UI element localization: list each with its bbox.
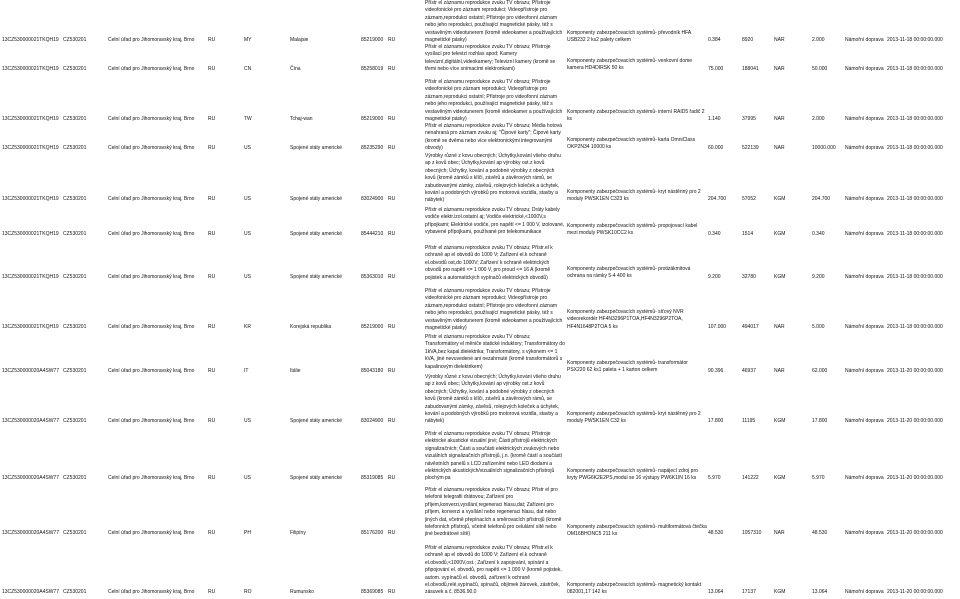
hs-code: 85258019	[361, 66, 384, 72]
country-dispatch: RU	[208, 66, 216, 72]
declaration-id: 13CZ530000021TKQH19	[2, 196, 59, 202]
unit: NAR	[774, 145, 785, 151]
goods-detail: Komponenty zabezpečovacích systémů- kryt nástěnný pro 2 moduly PWSK1EN C32 ks	[567, 411, 701, 425]
transport-mode: Námořní doprava	[845, 116, 884, 122]
goods-description: Přístr el záznamu reprodukce zvuku TV obrazu; Přístroje videofonické pro záznam reprodukci; Videopřístroje pro záznam,reprodukci ostatní; Přístroje pro videofonní záznam nebo jeho reprodukci, používající magnetické pásky, též s vestavěným videotunerem (kromě videokamer a používajících magnetické pásky)	[425, 79, 563, 123]
country-origin-code: US	[244, 418, 251, 424]
country-dispatch: RU	[208, 324, 216, 330]
country-dispatch: RU	[208, 274, 216, 280]
table-row	[0, 153, 960, 205]
table-row	[0, 288, 960, 334]
declaration-date: 2013-11-20 00:00:00.000	[887, 589, 943, 595]
country-destination: RU	[388, 145, 396, 151]
net-mass: 107.000	[708, 324, 727, 330]
declaration-date: 2013-11-18 00:00:00.000	[887, 274, 943, 280]
customs-office: Celní úřad pro Jihomoravský kraj, Brno	[108, 418, 195, 424]
office-code: CZ530201	[63, 368, 87, 374]
declaration-date: 2013-11-18 00:00:00.000	[887, 66, 943, 72]
country-origin-code: KR	[244, 324, 251, 330]
quantity: 5.970	[812, 475, 825, 481]
transport-mode: Námořní doprava	[845, 368, 884, 374]
declaration-id: 13CZ530000021TKQH19	[2, 66, 59, 72]
quantity: 50.000	[812, 66, 828, 72]
hs-code: 85369085	[361, 589, 384, 595]
statistical-value: 141222	[742, 475, 759, 481]
declaration-date: 2013-11-20 00:00:00.000	[887, 530, 943, 536]
country-origin-name: Korejská republika	[290, 324, 332, 330]
country-destination: RU	[388, 37, 396, 43]
declaration-id: 13CZ530000021TKQH19	[2, 274, 59, 280]
goods-detail: Komponenty zabezpečovacích systémů- kryt nástěnný pro 2 moduly PWSK1EN C323 ks	[567, 189, 701, 203]
unit: KGM	[774, 418, 786, 424]
table-row	[0, 334, 960, 374]
declaration-id: 13CZ530000021TKQH19	[2, 37, 59, 43]
statistical-value: 17137	[742, 589, 756, 595]
country-origin-name: Spojené státy americké	[290, 418, 342, 424]
country-origin-name: Spojené státy americké	[290, 231, 342, 237]
office-code: CZ530201	[63, 231, 87, 237]
country-origin-name: Spojené státy americké	[290, 145, 342, 151]
table-row	[0, 123, 960, 153]
country-origin-code: IT	[244, 368, 249, 374]
country-origin-code: TW	[244, 116, 252, 122]
goods-detail: Komponenty zabezpečovacích systémů- převodník HFA USB232 2 ks2 palety celkem	[567, 30, 691, 44]
country-destination: RU	[388, 418, 396, 424]
statistical-value: 522139	[742, 145, 759, 151]
country-destination: RU	[388, 530, 396, 536]
country-destination: RU	[388, 274, 396, 280]
country-origin-name: Rumunsko	[290, 589, 314, 595]
transport-mode: Námořní doprava	[845, 530, 884, 536]
quantity: 10000.000	[812, 145, 836, 151]
quantity: 2.000	[812, 116, 825, 122]
transport-mode: Námořní doprava	[845, 324, 884, 330]
statistical-value: 37995	[742, 116, 756, 122]
customs-office: Celní úřad pro Jihomoravský kraj, Brno	[108, 368, 195, 374]
goods-description: Přístr el záznamu reprodukce zvuku TV obrazu; Přístroje elektrické akustické vizuální jiné; Části přístrojů elektrických signalizačních; Části a součásti elektrických zvukových nebo vizuálních signalizačních přístrojů, j.n. (kromě částí a součástí návěstních panelů s LCD zařízeními nebo LED diodami a elektrických akustických/vizuálních signalizačních přístrojů plochým pa	[425, 431, 563, 482]
transport-mode: Námořní doprava	[845, 145, 884, 151]
declaration-date: 2013-11-18 00:00:00.000	[887, 145, 943, 151]
declaration-id: 13CZ530000020A4SW77	[2, 530, 59, 536]
office-code: CZ530201	[63, 66, 87, 72]
goods-description: Výrobky různé z kovu obecných; Úchytky,kování všeho druhu ap z kovů obec; Úchytky,kování ap výrobky ost.z kovů obecných; Úchytky, kování a podobné výrobky z obecných kovů (kromě zámků s klíči, závěrů a závěrových rámů, se zabudovanými zámky, závěsů, rolejových koleček a úchytek, kování a podobných výrobků pro motorová vozidla, stavby a nábytek)	[425, 374, 561, 425]
office-code: CZ530201	[63, 418, 87, 424]
declaration-id: 13CZ530000020A4SW77	[2, 475, 59, 481]
country-dispatch: RU	[208, 116, 216, 122]
quantity: 13.064	[812, 589, 828, 595]
net-mass: 0.340	[708, 231, 721, 237]
unit: NAR	[774, 324, 785, 330]
country-destination: RU	[388, 116, 396, 122]
country-origin-code: US	[244, 274, 251, 280]
goods-detail: Komponenty zabezpečovacích systémů- protizákmitová ochrana na rámky 5-4 400 ks	[567, 266, 691, 280]
net-mass: 48.530	[708, 530, 724, 536]
country-dispatch: RU	[208, 145, 216, 151]
unit: KGM	[774, 589, 786, 595]
quantity: 2.000	[812, 37, 825, 43]
hs-code: 85219000	[361, 116, 384, 122]
net-mass: 75.000	[708, 66, 724, 72]
customs-office: Celní úřad pro Jihomoravský kraj, Brno	[108, 196, 195, 202]
goods-description: Přístr el záznamu reprodukce zvuku TV obrazu; Přístr.el k ochraně ap el obvodů do 1000 V; Zařízení el.k ochraně el.obvodů,<1000V,ost.; Zařízení k zapojování, spínání a připojování el. obvodů, pro napětí <= 1 000 V (kromě pojistek, autom. vypínačů el. obvodů, zařízení k ochraně el.obvodů,relé,vypínačů, spínačů, objímek žárovek, zástrček, zásuvek a č. 8536.90.0	[425, 545, 562, 596]
statistical-value: 46937	[742, 368, 756, 374]
declaration-date: 2013-11-20 00:00:00.000	[887, 475, 943, 481]
country-origin-name: Malajsie	[290, 37, 309, 43]
country-destination: RU	[388, 368, 396, 374]
country-origin-code: US	[244, 231, 251, 237]
country-origin-name: Tchaj-wan	[290, 116, 313, 122]
country-dispatch: RU	[208, 475, 216, 481]
goods-description: Přístr el záznamu reprodukce zvuku TV obrazu; Transformátory el měniče statické induktory; Transformátory do 1kVA,bez kapal.dielektrika; Transformátory, s výkonem <= 1 kVA, jiné nevuvedené ani nezahrnuté (kromě transformátorů s kapalinovým dielektrikem)	[425, 334, 565, 370]
office-code: CZ530201	[63, 145, 87, 151]
table-row	[0, 0, 960, 46]
hs-code: 85219000	[361, 324, 384, 330]
declaration-id: 13CZ530000021TKQH19	[2, 231, 59, 237]
unit: NAR	[774, 368, 785, 374]
country-origin-name: Spojené státy americké	[290, 475, 342, 481]
net-mass: 204.700	[708, 196, 727, 202]
declaration-id: 13CZ530000020A4SW77	[2, 368, 59, 374]
country-origin-code: RO	[244, 589, 252, 595]
country-origin-name: Spojené státy americké	[290, 274, 342, 280]
country-destination: RU	[388, 324, 396, 330]
statistical-value: 1057310	[742, 530, 762, 536]
goods-description: Přístr el záznamu reprodukce zvuku TV obrazu; Dráty kabely vodiče elektr.izol.ostatní aj; Vodiče elektrické,<1000V,s přípojkami; Elektrické vodiče, pro napětí <= 1 000 V, izolované, vybavené přípojkami, používané pro telekomunikace	[425, 207, 565, 236]
customs-office: Celní úřad pro Jihomoravský kraj, Brno	[108, 231, 195, 237]
declaration-date: 2013-11-18 00:00:00.000	[887, 324, 943, 330]
country-destination: RU	[388, 231, 396, 237]
net-mass: 0.384	[708, 37, 721, 43]
declaration-id: 13CZ530000020A4SW77	[2, 589, 59, 595]
transport-mode: Námořní doprava	[845, 475, 884, 481]
goods-detail: Komponenty zabezpečovacích systémů- transformátor PSX220 62 ks1 paleta + 1 karton celkem	[567, 360, 688, 374]
table-row	[0, 545, 960, 599]
hs-code: 83024900	[361, 418, 384, 424]
office-code: CZ530201	[63, 589, 87, 595]
quantity: 62.000	[812, 368, 828, 374]
unit: NAR	[774, 37, 785, 43]
table-row	[0, 431, 960, 481]
office-code: CZ530201	[63, 116, 87, 122]
statistical-value: 1514	[742, 231, 754, 237]
unit: NAR	[774, 116, 785, 122]
transport-mode: Námořní doprava	[845, 196, 884, 202]
declaration-date: 2013-11-20 00:00:00.000	[887, 368, 943, 374]
hs-code: 83024900	[361, 196, 384, 202]
quantity: 48.530	[812, 530, 828, 536]
table-row	[0, 44, 960, 74]
goods-description: Přístr el záznamu reprodukce zvuku TV obrazu; Přístroje vysílací pro televizi rozhlas apod; Kamery televizní,digitální,videokamery; Televizní kamery (kromě se třemi nebo více snímacími elektronkami)	[425, 44, 556, 73]
net-mass: 13.064	[708, 589, 724, 595]
office-code: CZ530201	[63, 274, 87, 280]
quantity: 5.000	[812, 324, 825, 330]
office-code: CZ530201	[63, 37, 87, 43]
country-dispatch: RU	[208, 196, 216, 202]
statistical-value: 57052	[742, 196, 756, 202]
transport-mode: Námořní doprava	[845, 66, 884, 72]
country-destination: RU	[388, 589, 396, 595]
net-mass: 90.396	[708, 368, 724, 374]
customs-office: Celní úřad pro Jihomoravský kraj, Brno	[108, 274, 195, 280]
office-code: CZ530201	[63, 324, 87, 330]
country-origin-name: Čína	[290, 66, 301, 72]
goods-detail: Komponenty zabezpečovacích systémů- interní RAID5 řadič 2 ks	[567, 109, 705, 123]
goods-description: Přístr el záznamu reprodukce zvuku TV obrazu; Přístroje videofonické pro záznam reprodukci; Videopřístroje pro záznam,reprodukci ostatní; Přístroje pro videofonní záznam nebo jeho reprodukci, používající magnetické pásky, též s vestavěným videotunerem (kromě videokamer a používajících magnetické pásky)	[425, 0, 563, 44]
statistical-value: 32780	[742, 274, 756, 280]
goods-detail: Komponenty zabezpečovacích systémů- síťový NVR videorekordér HF4N3296P1TOA,HF4N3296P2TOA, HF4N1648P2TOA 5 ks	[567, 309, 684, 330]
declaration-date: 2013-11-18 00:00:00.000	[887, 37, 943, 43]
transport-mode: Námořní doprava	[845, 589, 884, 595]
hs-code: 85444210	[361, 231, 384, 237]
country-origin-name: Filipíny	[290, 530, 306, 536]
goods-detail: Komponenty zabezpečovacích systémů- napájecí zdroj pro kryty PWG6K2E2PS,modul se 16 výstupy PW6K1IN 16 ks	[567, 468, 698, 482]
transport-mode: Námořní doprava	[845, 274, 884, 280]
unit: KGM	[774, 475, 786, 481]
net-mass: 9.200	[708, 274, 721, 280]
country-dispatch: RU	[208, 368, 216, 374]
customs-office: Celní úřad pro Jihomoravský kraj, Brno	[108, 145, 195, 151]
table-row	[0, 207, 960, 240]
customs-office: Celní úřad pro Jihomoravský kraj, Brno	[108, 530, 195, 536]
goods-detail: Komponenty zabezpečovacích systémů- karta OmniClass OKP2N34 10000 ks	[567, 137, 696, 151]
statistical-value: 494017	[742, 324, 759, 330]
quantity: 204.700	[812, 196, 831, 202]
hs-code: 85319085	[361, 475, 384, 481]
statistical-value: 8920	[742, 37, 754, 43]
declaration-date: 2013-11-18 00:00:00.000	[887, 116, 943, 122]
customs-office: Celní úřad pro Jihomoravský kraj, Brno	[108, 116, 195, 122]
declaration-date: 2013-11-18 00:00:00.000	[887, 231, 943, 237]
goods-description: Přístr el záznamu reprodukce zvuku TV obrazu; Média hotová nenahraná pro záznam zvuku aj; "Čipové karty"; Čipové karty (kromě se dvěma nebo více elektronickými integrovanými obvody)	[425, 123, 562, 152]
unit: KGM	[774, 196, 786, 202]
country-dispatch: RU	[208, 37, 216, 43]
customs-office: Celní úřad pro Jihomoravský kraj, Brno	[108, 475, 195, 481]
net-mass: 60.000	[708, 145, 724, 151]
declaration-id: 13CZ530000021TKQH19	[2, 145, 59, 151]
country-dispatch: RU	[208, 231, 216, 237]
goods-description: Přístr el záznamu reprodukce zvuku TV obrazu; Přístroje videofonické pro záznam reprodukci; Videopřístroje pro záznam,reprodukci ostatní; Přístroje pro videofonní záznam nebo jeho reprodukci, používající magnetické pásky, též s vestavěným videotunerem (kromě videokamer a používajících magnetické pásky)	[425, 288, 563, 332]
country-origin-code: US	[244, 475, 251, 481]
country-origin-name: Spojené státy americké	[290, 196, 342, 202]
customs-office: Celní úřad pro Jihomoravský kraj, Brno	[108, 66, 195, 72]
goods-detail: Komponenty zabezpečovacích systémů- propojovací kabel mezi moduly PWSK10CC2 ks	[567, 223, 698, 237]
statistical-value: 188041	[742, 66, 759, 72]
country-destination: RU	[388, 475, 396, 481]
hs-code: 85176200	[361, 530, 384, 536]
country-dispatch: RU	[208, 418, 216, 424]
statistical-value: 11195	[742, 418, 756, 424]
unit: NAR	[774, 66, 785, 72]
office-code: CZ530201	[63, 196, 87, 202]
quantity: 9.200	[812, 274, 825, 280]
office-code: CZ530201	[63, 530, 87, 536]
country-dispatch: RU	[208, 589, 216, 595]
country-origin-code: CN	[244, 66, 252, 72]
goods-detail: Komponenty zabezpečovacích systémů- multiformátová čtečka OM16BHONC5 211 ks	[567, 524, 707, 538]
transport-mode: Námořní doprava	[845, 418, 884, 424]
country-dispatch: RU	[208, 530, 216, 536]
table-row	[0, 245, 960, 285]
hs-code: 85043180	[361, 368, 384, 374]
goods-detail: Komponenty zabezpečovacích systémů- magnetický kontakt 082001,17 142 ks	[567, 582, 701, 596]
table-row	[0, 79, 960, 125]
country-origin-code: PH	[244, 530, 251, 536]
declaration-id: 13CZ530000021TKQH19	[2, 324, 59, 330]
transport-mode: Námořní doprava	[845, 37, 884, 43]
hs-code: 85219000	[361, 37, 384, 43]
country-origin-name: Itálie	[290, 368, 301, 374]
goods-detail: Komponenty zabezpečovacích systémů- venkovní dome kamera HD4DIRSK 50 ks	[567, 58, 693, 72]
country-origin-code: US	[244, 196, 251, 202]
quantity: 17.800	[812, 418, 828, 424]
unit: KGM	[774, 231, 786, 237]
country-origin-code: US	[244, 145, 251, 151]
quantity: 0.340	[812, 231, 825, 237]
unit: KGM	[774, 274, 786, 280]
country-destination: RU	[388, 196, 396, 202]
office-code: CZ530201	[63, 475, 87, 481]
declaration-id: 13CZ530000020A4SW77	[2, 418, 59, 424]
customs-office: Celní úřad pro Jihomoravský kraj, Brno	[108, 37, 195, 43]
customs-office: Celní úřad pro Jihomoravský kraj, Brno	[108, 324, 195, 330]
hs-code: 85363010	[361, 274, 384, 280]
hs-code: 85235290	[361, 145, 384, 151]
transport-mode: Námořní doprava	[845, 231, 884, 237]
declaration-date: 2013-11-20 00:00:00.000	[887, 418, 943, 424]
unit: NAR	[774, 530, 785, 536]
table-row	[0, 487, 960, 537]
declaration-date: 2013-11-18 00:00:00.000	[887, 196, 943, 202]
goods-description: Přístr el záznamu reprodukce zvuku TV obrazu; Přístr.el k ochraně ap el obvodů do 1000 V; Zařízení el.k ochraně el.obvodů ost,do 1000V; Zařízení k ochraně elektrických obvodů pro napětí <= 1 000 V, pro proud <= 16 A (kromě pojistek a automatických vypínačů elektrických obvodů)	[425, 245, 553, 281]
table-row	[0, 374, 960, 426]
customs-office: Celní úřad pro Jihomoravský kraj, Brno	[108, 589, 195, 595]
country-destination: RU	[388, 66, 396, 72]
net-mass: 5.970	[708, 475, 721, 481]
goods-description: Výrobky různé z kovu obecných; Úchytky,kování všeho druhu ap z kovů obec; Úchytky,kování ap výrobky ost.z kovů obecných; Úchytky, kování a podobné výrobky z obecných kovů (kromě zámků s klíči, závěrů a závěrových rámů, se zabudovanými zámky, závěsů, rolejových koleček a úchytek, kování a podobných výrobků pro motorová vozidla, stavby a nábytek)	[425, 153, 561, 204]
country-origin-code: MY	[244, 37, 252, 43]
net-mass: 1.140	[708, 116, 721, 122]
net-mass: 17.800	[708, 418, 724, 424]
declaration-id: 13CZ530000021TKQH19	[2, 116, 59, 122]
goods-description: Přístr el záznamu reprodukce zvuku TV obrazu; Přístr el pro telefonii telegrafii drátovou; Zařízení pro příjem,konverzi,vysílání,regeneraci hlasu,dat; Zařízení pro příjem, konverzi a vysílání nebo regeneraci hlasu, dat nebo jiných dat, včetně přepínacích a směrovacích přístrojů (kromě telefonních přístrojů, včetně telefonů pro celulární sítě nebo jiné bezdrátové sítě)	[425, 487, 562, 538]
